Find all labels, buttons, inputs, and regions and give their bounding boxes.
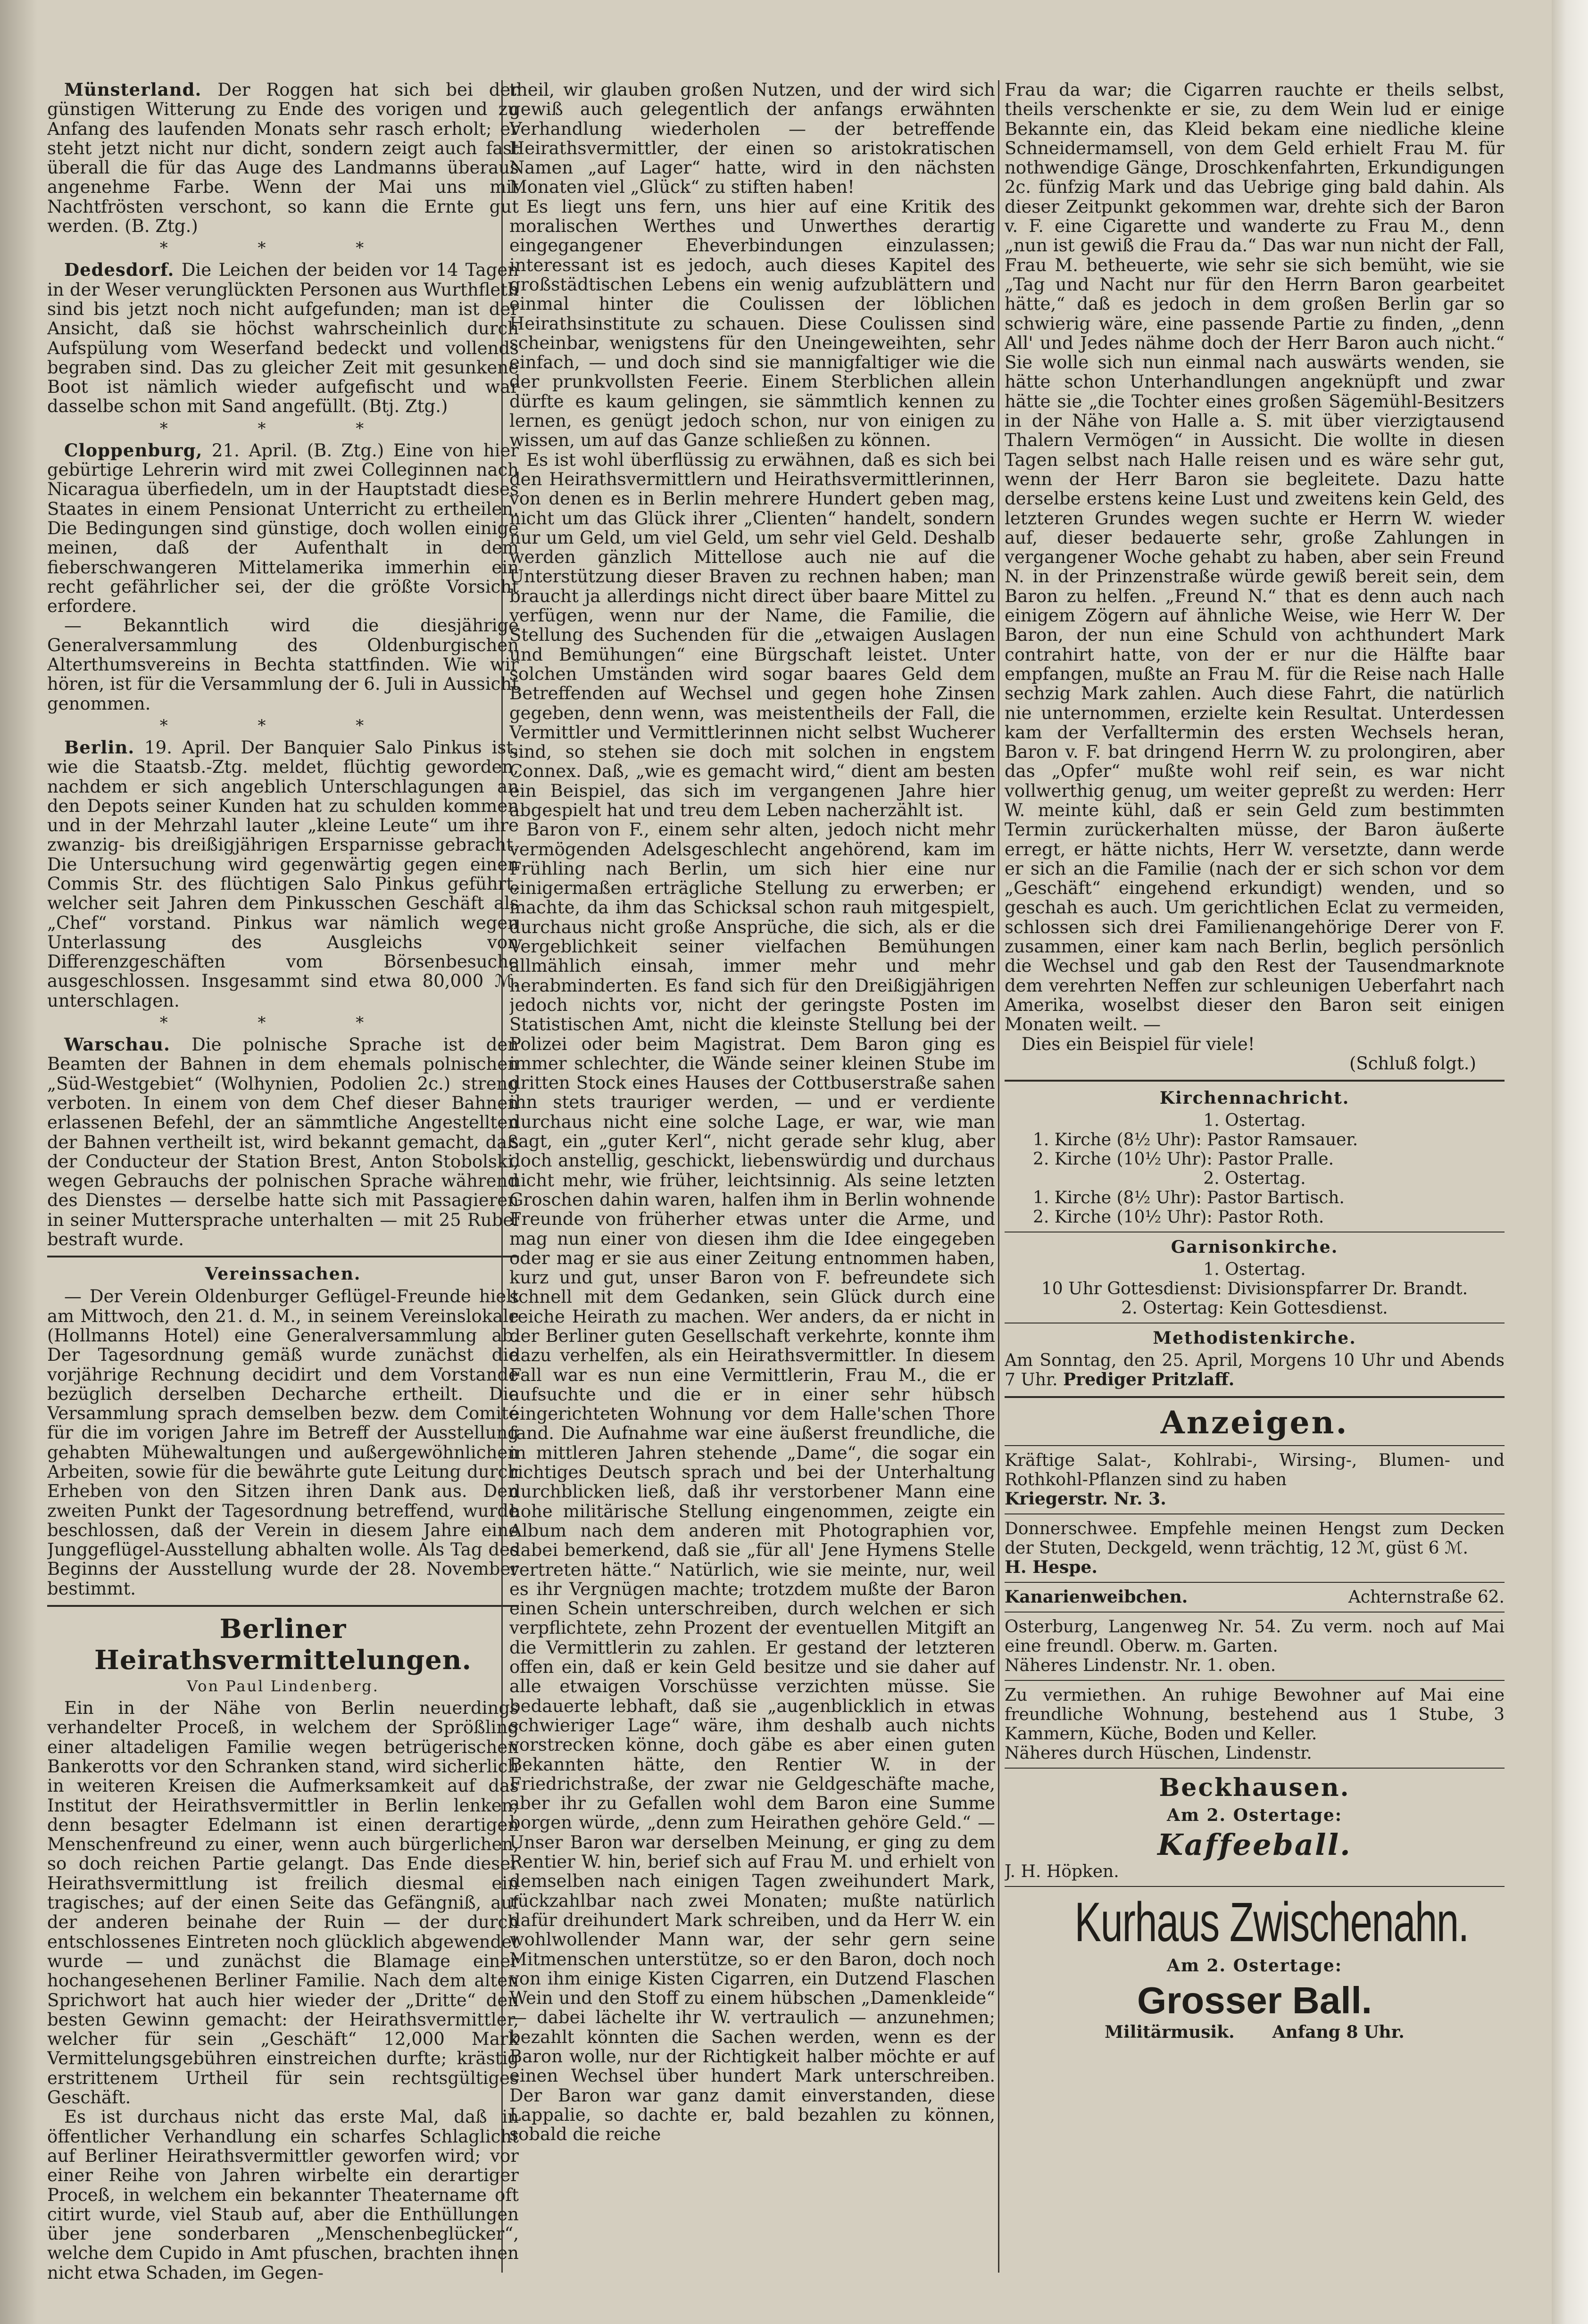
separator-stars: * * * — [159, 419, 407, 438]
ad-rule — [1005, 1582, 1505, 1583]
news-text: — Der Verein Oldenburger Geflügel-Freunde hielt am Mittwoch, den 21. d. M., in seinem Vereinslokale (Hollmanns Hotel) eine Generalversammlung ab. Der Tagesordnung gemäß wurde zunächst die vorjährige Rechnung decidirt und dem Vorstande bezüglich derselben Decharche ertheilt. Die Versammlung sprach demselben bezw. dem Comité für die im vorigen Jahre im Betreff der Ausstellung gehabten Mühewaltungen und außergewöhnlichen Arbeiten, sowie für die bewährte gute Leitung durch Erheben von den Sitzen ihren Dank aus. Den zweiten Punkt der Tagesordnung betreffend, wurde beschlossen, daß der Verein in diesem Jahre eine Junggeflügel-Ausstellung abhalten wolle. Als Tag des Beginns der Ausstellung wurde der 28. November bestimmt. — [47, 1286, 519, 1599]
service-time: Am Sonntag, den 25. April, Morgens 10 Uhr und Abends 7 Uhr. — [1005, 1351, 1505, 1390]
ad-address: Kriegerstr. Nr. 3. — [1005, 1489, 1166, 1509]
service-line: 2. Kirche (10½ Uhr): Pastor Roth. — [1033, 1207, 1324, 1227]
ad-canary — [1005, 1588, 1505, 1607]
page-shadow — [0, 0, 38, 2324]
service-line: 10 Uhr Gottesdienst: Divisionspfarrer Dr. Brandt. — [1041, 1279, 1468, 1299]
ad-plants: Kräftige Salat-, Kohlrabi-, Wirsing-, Blumen- und Rothkohl-Pflanzen sind zu haben — [1005, 1451, 1505, 1490]
ad-signature: H. Hespe. — [1005, 1557, 1097, 1578]
ad-address: Achternstraße 62. — [1348, 1588, 1505, 1607]
section-rule — [47, 1256, 519, 1257]
ad-date: Am 2. Ostertage: — [1166, 1805, 1343, 1826]
ads-heading: Anzeigen. — [1160, 1404, 1349, 1441]
ad-rule — [1005, 1513, 1505, 1514]
service-line: 1. Kirche (8½ Uhr): Pastor Ramsauer. — [1033, 1130, 1358, 1150]
service-text — [1005, 1351, 1505, 1389]
ad-rule — [1005, 1886, 1505, 1887]
news-item — [47, 1035, 519, 1249]
ad-footer — [1005, 2023, 1505, 2042]
church-schedule — [1005, 1111, 1505, 1227]
service-day: 2. Ostertag. — [1203, 1169, 1306, 1189]
column-2 — [509, 80, 995, 2296]
article-heading: Berliner Heirathsvermittelungen. — [94, 1613, 472, 1676]
news-text: Die Leichen der beiden vor 14 Tagen in der Weser verunglückten Personen aus Wurthfleth sind bis jetzt noch nicht aufgefunden; man ist der Ansicht, daß sie höchst wahrscheinlich durch Aufspülung vom Weserfand bedeckt und vollends begraben sind. Das zu gleicher Zeit mit gesunkene Boot ist nämlich wieder aufgefischt und war dasselbe schon mit Sand angefüllt. (Btj. Ztg.) — [47, 260, 519, 417]
news-item — [47, 738, 519, 1010]
ad-date: Am 2. Ostertage: — [1166, 1956, 1343, 1976]
section-rule — [1005, 1396, 1505, 1398]
service-day: 1. Ostertag. — [1203, 1111, 1306, 1131]
ad-stallion: Donnerschwee. Empfehle meinen Hengst zum Decken der Stuten, Deckgeld, wenn trächtig, 12 ℳ, güst 6 ℳ. — [1005, 1519, 1505, 1558]
section-heading: Garnisonkirche. — [1171, 1237, 1339, 1257]
place-name: Warschau. — [64, 1034, 170, 1055]
article-paragraph: theil, wir glauben großen Nutzen, und der wird sich gewiß auch gelegentlich der anfangs erwähnten Verhandlung wiederholen — der betreffende Heirathsvermittler, der einen so aristokratischen Namen „auf Lager“ hatte, wird in den nächsten Monaten viel „Glück“ zu stiften haben! — [509, 80, 995, 198]
news-text: Die polnische Sprache ist den Beamten der Bahnen in dem ehemals polnischen „Süd-Westgebiet“ (Wolhynien, Podolien 2c.) streng verboten. In einem von dem Chef dieser Bahnen erlassenen Befehl, der an sämmtliche Angestellten der Bahnen vertheilt ist, wird bekannt gemacht, daß der Conducteur der Station Brest, Anton Stobolski, wegen Gebrauchs der polnischen Sprache während des Dienstes — derselbe hatte sich mit Passagieren in seiner Muttersprache unterhalten — mit 25 Rubel bestraft wurde. — [47, 1034, 519, 1250]
article-paragraph: Ein in der Nähe von Berlin neuerdings verhandelter Proceß, in welchem der Sprößling einer altadeligen Familie wegen betrügerischen Bankerotts vor den Schranken stand, wird sicherlich in weiteren Kreisen die Aufmerksamkeit auf das Institut der Heirathsvermittler in Berlin lenken; denn besagter Edelmann ist einen derartigen Menschenfreund zu einer, wenn auch bürgerlichen, so doch reichen Partie gelangt. Das Ende dieser Heirathsvermittlung ist freilich diesmal ein tragisches; auf der einen Seite das Gefängniß, auf der anderen beinahe der Ruin — der durch entschlossenes Eintreten noch glücklich abgewendet wurde — und zunächst die Blamage einer hochangesehenen Berliner Familie. Nach dem alten Sprichwort hat auch hier wieder der „Dritte“ den besten Gewinn gemacht: der Heirathsvermittler, welcher für sein „Geschäft“ 12,000 Mark Vermittelungsgebühren einstreichen durfte; krästig erstrittenem Urtheil für sein rechtsgültiges Geschäft. — [47, 1698, 519, 2108]
page-edge — [1552, 0, 1588, 2324]
church-schedule — [1005, 1260, 1505, 1318]
ad-rent: Zu vermiethen. An ruhige Bewohner auf Mai eine freundliche Wohnung, bestehend aus 1 Stube, 3 Kammern, Küche, Boden und Keller. — [1005, 1686, 1505, 1744]
news-text: 19. April. Der Banquier Salo Pinkus ist, wie die Staatsb.-Ztg. meldet, flüchtig geworden, nachdem er sich angeblich Unterschlagungen an den Depots seiner Kunden hat zu schulden kommen und in der Mehrzahl lauter „kleine Leute“ um ihre zwanzig- bis dreißigjährigen Ersparnisse gebracht. Die Untersuchung wird gegenwärtig gegen einen Commis Str. des flüchtigen Salo Pinkus geführt, welcher seit Jahren dem Pinkusschen Geschäft als „Chef“ vorstand. Pinkus war nämlich wegen Unterlassung des Ausgleichs von Differenzgeschäften vom Börsenbesuche ausgeschlossen. Insgesammt sind etwa 80,000 ℳ. unterschlagen. — [47, 737, 519, 1011]
service-line: 1. Kirche (8½ Uhr): Pastor Bartisch. — [1033, 1188, 1345, 1208]
column-1 — [47, 80, 519, 2296]
continued-note: (Schluß folgt.) — [1349, 1053, 1476, 1074]
ad-rule — [1005, 1680, 1505, 1681]
place-name: Cloppenburg, — [64, 439, 203, 461]
preacher-name: Prediger Pritzlaff. — [1063, 1370, 1235, 1390]
article-paragraph: Es liegt uns fern, uns hier auf eine Kritik des moralischen Werthes und Unwerthes derartig eingegangener Eheverbindungen einzulassen; interessant ist es jedoch, auch dieses Kapitel des großstädtischen Lebens ein wenig aufzublättern und einmal hinter die Coulissen der löblichen Heirathsinstitute zu schauen. Diese Coulissen sind scheinbar, wenigstens für den Uneingeweihten, sehr einfach, — und doch sind sie mannigfaltiger wie die der prunkvollsten Feerie. Einem Sterblichen allein dürfte es kaum gelingen, sie sämmtlich kennen zu lernen, es genügt jedoch schon, nur von einigen zu wissen, um auf das Ganze schließen zu können. — [509, 196, 995, 451]
news-text: 21. April. (B. Ztg.) Eine von hier gebürtige Lehrerin wird mit zwei Colleginnen nach Nicaragua überfiedeln, um in der Hauptstadt dieses Staates in einem Pensionat Unterricht zu ertheilen. Die Bedingungen sind günstige, doch wollen einige meinen, daß der Aufenthalt in dem fieberschwangeren Mittelamerika immerhin ein recht gefährlicher sei, der die größte Vorsicht erfordere. — [47, 440, 519, 617]
news-text: Der Roggen hat sich bei der günstigen Witterung zu Ende des vorigen und zu Anfang des laufenden Monats sehr rasch erholt; er steht jetzt nicht nur dicht, sondern zeigt auch fast überall die für das Auge des Landmanns überaus angenehme Farbe. Wenn der Mai uns mit Nachtfrösten verschont, so kann die Ernte gut werden. (B. Ztg.) — [47, 80, 519, 237]
ad-signature: J. H. Höpken. — [1005, 1862, 1119, 1882]
ad-music: Militärmusik. — [1105, 2022, 1235, 2043]
ad-address: Näheres durch Hüschen, Lindenstr. — [1005, 1744, 1312, 1763]
place-name: Münsterland. — [64, 80, 202, 100]
ad-start-time: Anfang 8 Uhr. — [1272, 2022, 1405, 2043]
ad-beckhausen-title: Beckhausen. — [1159, 1773, 1350, 1803]
article-paragraph: Frau da war; die Cigarren rauchte er theils selbst, theils verschenkte er sie, zu dem Wein lud er einige Bekannte ein, das Kleid bekam eine niedliche kleine Schneidermamsell, von dem Geld erhielt Frau M. für nothwendige Gänge, Droschkenfahrten, Erkundigungen 2c. fünfzig Mark und das Uebrige ging bald dahin. Als dieser Zeitpunkt gekommen war, drehte sich der Baron v. F. eine Cigarette und wanderte zu Frau M., denn „nun ist gewiß die Frau da.“ Das war nun nicht der Fall, Frau M. betheuerte, wie sehr sie sich bemüht, wie sie „Tag und Nacht nur für den Herrn Baron gearbeitet hätte,“ daß es jedoch in dem großen Berlin gar so schwierig wäre, eine passende Partie zu finden, „denn All' und Jedes nähme doch der Herr Baron auch nicht.“ Sie wolle sich nun einmal nach auswärts wenden, sie hätte schon Unterhandlungen angeknüpft und zwar hätte sie „die Tochter eines großen Sägemühl-Besitzers in der Nähe von Halle a. S. mit über vierzigtausend Thalern Vermögen“ in Aussicht. Die wollte in diesen Tagen selbst nach Halle reisen und es wäre sehr gut, wenn der Herr Baron sie begleitete. Dazu hatte derselbe erstens keine Lust und zweitens kein Geld, des letzteren Grundes wegen suchte er Herrn W. wieder auf, dieser bedauerte sehr, große Zahlungen in vergangener Woche gehabt zu haben, aber sein Freund N. in der Prinzenstraße würde gewiß bereit sein, dem Baron zu helfen. „Freund N.“ that es denn auch nach einigem Zögern auf ähnliche Weise, wie Herr W. Der Baron, der nun eine Schuld von achthundert Mark contrahirt hatte, von der er nur die Hälfte baar empfangen, mußte an Frau M. für die Reise nach Halle sechzig Mark zahlen. Auch diese Fahrt, die natürlich nie unternommen, erzielte kein Resultat. Unterdessen kam der Verfalltermin des ersten Wechsels heran, Baron v. F. bat dringend Herrn W. zu prolongiren, aber das „Opfer“ mußte wohl reif sein, es war nicht vollwerthig genug, um weiter gepreßt zu werden: Herr W. meinte kühl, daß er sein Geld zum bestimmten Termin zurückerhalten müsse, der Baron äußerte erregt, er hätte nichts, Herr W. versetzte, dann werde er sich an die Familie (nach der er sich schon vor dem „Geschäft“ eingehend erkundigt) wenden, und so geschah es auch. Um gerichtlichen Eclat zu vermeiden, schlossen sich drei Familienangehörige Derer von F. zusammen, einer kam nach Berlin, beglich persönlich die Wechsel und gab den Rest der Tausendmarknote dem verehrten Neffen zur schleunigen Ueberfahrt nach Amerika, woselbst dieser den Baron seit einigen Monaten weilt. — — [1005, 80, 1505, 1035]
section-heading: Kirchennachricht. — [1159, 1088, 1350, 1108]
news-item — [47, 260, 519, 416]
section-heading: Methodistenkirche. — [1153, 1328, 1356, 1348]
article-paragraph: Dies ein Beispiel für viele! — [1022, 1034, 1255, 1054]
ad-rule — [1005, 1445, 1505, 1446]
news-text: — Bekanntlich wird die diesjährige Generalversammlung des Oldenburgischen Alterthumsvereins in Bechta stattfinden. Wie wir hören, ist für die Versammlung der 6. Juli in Aussicht genommen. — [47, 615, 519, 714]
separator-stars: * * * — [159, 239, 407, 258]
service-line: 2. Kirche (10½ Uhr): Pastor Pralle. — [1033, 1150, 1334, 1169]
news-item — [47, 80, 519, 236]
ad-address: Näheres Lindenstr. Nr. 1. oben. — [1005, 1656, 1276, 1676]
ad-osterburg: Osterburg, Langenweg Nr. 54. Zu verm. noch auf Mai eine freundl. Oberw. m. Garten. — [1005, 1617, 1505, 1656]
ad-event: Grosser Ball. — [1137, 1979, 1372, 2022]
section-heading: Vereinssachen. — [205, 1264, 361, 1284]
column-3 — [1005, 80, 1505, 2296]
place-name: Dedesdorf. — [64, 259, 175, 281]
ad-title: Kanarienweibchen. — [1005, 1587, 1188, 1607]
separator-stars: * * * — [159, 716, 407, 735]
place-name: Berlin. — [64, 736, 135, 758]
service-day: 1. Ostertag. — [1203, 1260, 1306, 1280]
article-paragraph: Es ist wohl überflüssig zu erwähnen, daß es sich bei den Heirathsvermittlern und Heirathsvermittlerinnen, von denen es in Berlin mehrere Hundert geben mag, nicht um das Glück ihrer „Clienten“ handelt, sondern nur um Geld, um viel Geld, um sehr viel Geld. Deshalb werden gänzlich Mittellose auch nie auf die Unterstützung dieser Braven zu rechnen haben; man braucht ja allerdings nicht direct über baare Mittel zu verfügen, wenn nur der Name, die Familie, die Stellung des Suchenden für die „etwaigen Auslagen und Bemühungen“ eine Bürgschaft leistet. Unter solchen Umständen wird sogar baares Geld dem Betreffenden auf Wechsel und gegen hohe Zinsen gegeben, denn wenn, was meistentheils der Fall, die Vermittler und Vermittlerinnen nicht selbst Wucherer sind, so stehen sie doch mit solchen in engstem Connex. Daß, „wie es gemacht wird,“ dient am besten ein Beispiel, das sich im vergangenen Jahre hier abgespielt hat und treu dem Leben nacherzählt ist. — [509, 449, 995, 820]
section-rule — [1005, 1080, 1505, 1082]
service-line: 2. Ostertag: Kein Gottesdienst. — [1121, 1298, 1388, 1318]
section-rule — [47, 1605, 519, 1607]
ad-rule — [1005, 1768, 1505, 1769]
column-rule — [998, 80, 999, 2273]
news-item — [47, 441, 519, 616]
article-paragraph: Es ist durchaus nicht das erste Mal, daß in öffentlicher Verhandlung ein scharfes Schlaglicht auf Berliner Heirathsvermittler geworfen wird; vor einer Reihe von Jahren wirbelte ein derartiger Proceß, in welchem ein bekannter Theatername oft citirt wurde, viel Staub auf, aber die Enthüllungen über jene sonderbaren „Menschenbeglücker“, welche dem Cupido in Amt pfuschen, brachten ihnen nicht etwa Schaden, im Gegen- — [47, 2107, 519, 2283]
article-paragraph: Baron von F., einem sehr alten, jedoch nicht mehr vermögenden Adelsgeschlecht angehörend, kam im Frühling nach Berlin, um sich hier eine nur einigermaßen erträgliche Stellung zu erwerben; er machte, da ihm das Schicksal schon rauh mitgespielt, durchaus nicht große Ansprüche, die sich, als er die Vergeblichkeit seiner vielfachen Bemühungen allmählich einsah, immer mehr und mehr herabminderten. Es fand sich für den Dreißigjährigen jedoch nichts vor, nicht der geringste Posten im Statistischen Amt, nicht die kleinste Stellung bei der Polizei oder beim Magistrat. Dem Baron ging es immer schlechter, die Wände seiner kleinen Stube im dritten Stock eines Hauses der Cottbuserstraße sahen ihn stets trauriger werden, — und er verdiente durchaus nicht eine solche Lage, er war, wie man sagt, ein „guter Kerl“, nicht gerade sehr klug, aber doch anstellig, geschickt, liebenswürdig und durchaus nicht mehr, wie früher, leichtsinnig. Als seine letzten Groschen dahin waren, halfen ihm in Berlin wohnende Freunde von früherher etwas unter die Arme, und mag nun einer von diesen ihm die Idee eingegeben oder mag er sie aus einer Zeitung entnommen haben, kurz und gut, unser Baron von F. befreundete sich schnell mit dem Gedanken, sein Glück durch eine reiche Heirath zu machen. Wer anders, da er nicht in der Berliner guten Gesellschaft verkehrte, konnte ihm dazu verhelfen, als ein Heirathsvermittler. In diesem Fall war es nun eine Vermittlerin, Frau M., die er aufsuchte und die er in einer sehr hübsch eingerichteten Wohnung vor dem Halle'schen Thore fand. Die Aufnahme war eine äußerst freundliche, die in mittleren Jahren stehende „Dame“, die sogar ein richtiges Deutsch sprach und bei der Unterhaltung durchblicken ließ, daß ihr verstorbener Mann eine hohe militärische Stellung eingenommen, zeigte ein Album nach dem anderen mit Photographien vor, dabei bemerkend, daß sie „für all' Jene Hymens Stelle vertreten hätte.“ Natürlich, wie sie meinte, nur, weil es ihr Vergnügen machte; trotzdem mußte der Baron einen Schein unterschreiben, durch welchen er sich verpflichtete, zehn Prozent der eventuellen Mitgift an die Vermittlerin zu zahlen. Er gestand der letzteren offen ein, daß er kein Geld besitze und sie daher auf alle etwaigen Vorschüsse verzichten müsse. Sie bedauerte lebhaft, daß sie „augenblicklich in etwas schwieriger Lage“ wäre, ihm deshalb auch nichts vorstrecken könne, doch gäbe es aber einen guten Bekannten hätte, den Rentier W. in der Friedrichstraße, der zwar nie Geldgeschäfte mache, aber ihr zu Gefallen wohl dem Baron eine Summe borgen würde, „denn zum Heirathen gehöre Geld.“ — Unser Baron war derselben Meinung, er ging zu dem Rentier W. hin, berief sich auf Frau M. und erhielt von demselben nach einigen Tagen zweihundert Mark, rückzahlbar nach zwei Monaten; mußte natürlich dafür dreihundert Mark schreiben, und da Herr W. ein wohlwollender Mann war, der sehr gern seine Mitmenschen unterstütze, so er den Baron, doch noch von ihm einige Kisten Cigarren, ein Dutzend Flaschen Wein und den Stoff zu einem hübschen „Damenkleide“ — dabei lächelte ihr W. vertraulich — anzunehmen; bezahlt könnten die Sachen werden, wenn es der Baron wolle, nur der Richtigkeit halber möchte er auf einen Wechsel über hundert Mark unterschreiben. Der Baron war ganz damit einverstanden, diese Lappalie, so dachte er, bald bezahlen zu können, sobald die reiche — [509, 819, 995, 2145]
ad-kurhaus-title: Kurhaus Zwischenahn. — [1074, 1891, 1469, 1954]
ad-event: Kaffeeball. — [1157, 1828, 1352, 1862]
separator-stars: * * * — [159, 1013, 407, 1033]
ad-rule — [1005, 1612, 1505, 1613]
article-byline: Von Paul Lindenberg. — [187, 1677, 379, 1695]
